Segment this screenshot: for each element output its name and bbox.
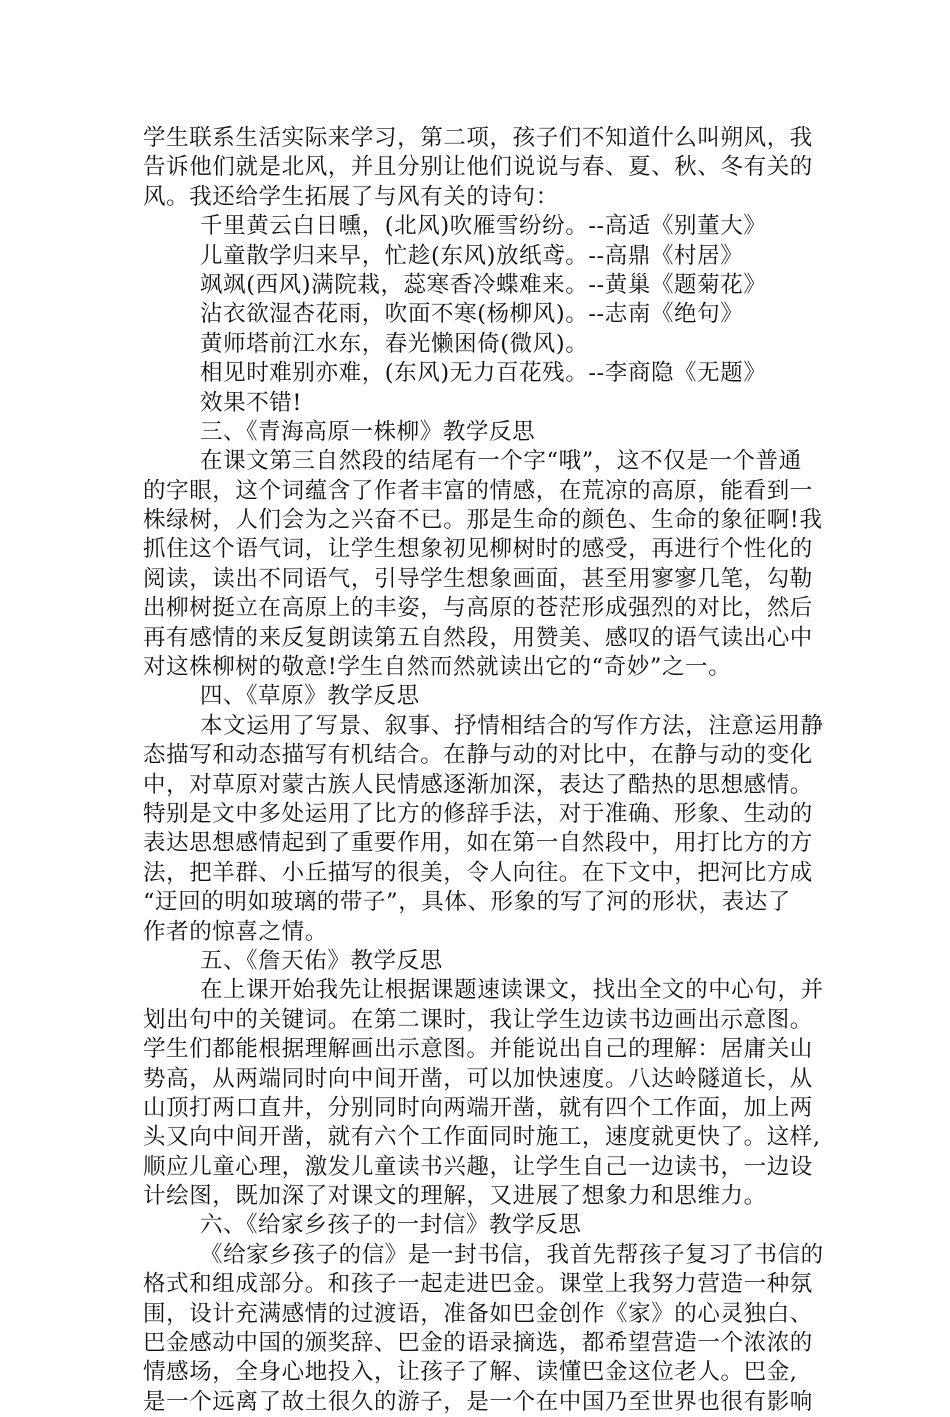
text-line: 山顶打两口直井，分别同时向两端开凿，就有四个工作面，加上两	[143, 1094, 813, 1121]
text-line: 头又向中间开凿，就有六个工作面同时施工，速度就更快了。这样,	[143, 1124, 821, 1151]
text-line: 千里黄云白日曛，(北风)吹雁雪纷纷。--高适《别董大》	[200, 213, 767, 240]
text-line: 是一个远离了故土很久的游子，是一个在中国乃至世界也很有影响	[143, 1388, 813, 1415]
text-line: 中，对草原对蒙古族人民情感逐渐加深，表达了酷热的思想感情。	[143, 771, 813, 798]
text-line: 学生联系生活实际来学习，第二项，孩子们不知道什么叫朔风，我	[143, 125, 813, 151]
text-line: 法，把羊群、小丘描写的很美，令人向往。在下文中，把河比方成	[143, 859, 813, 886]
text-line: 顺应儿童心理，激发儿童读书兴趣，让学生自己一边读书，一边设	[143, 1153, 813, 1180]
text-line: 特别是文中多处运用了比方的修辞手法，对于准确、形象、生动的	[143, 800, 813, 827]
text-line: 在课文第三自然段的结尾有一个字“哦”，这不仅是一个普通	[200, 448, 802, 475]
text-line: 情感场，全身心地投入，让孩子了解、读懂巴金这位老人。巴金,	[143, 1359, 798, 1386]
text-line: 对这株柳树的敬意!学生自然而然就读出它的“奇妙”之一。	[143, 654, 732, 681]
text-line: 六、《给家乡孩子的一封信》教学反思	[200, 1212, 582, 1239]
text-line: 《给家乡孩子的信》是一封书信，我首先帮孩子复习了书信的	[200, 1241, 824, 1268]
text-line: 本文运用了写景、叙事、抒情相结合的写作方法，注意运用静	[200, 712, 824, 739]
text-line: 株绿树，人们会为之兴奋不已。那是生命的颜色、生命的象征啊!我	[143, 507, 823, 534]
text-line: 格式和组成部分。和孩子一起走进巴金。课堂上我努力营造一种氛	[143, 1271, 813, 1298]
text-line: 势高，从两端同时向中间开凿，可以加快速度。八达岭隧道长，从	[143, 1065, 813, 1092]
text-line: 再有感情的来反复朗读第五自然段，用赞美、感叹的语气读出心中	[143, 624, 813, 651]
text-line: 沾衣欲湿杏花雨，吹面不寒(杨柳风)。--志南《绝句》	[200, 301, 744, 328]
text-line: 告诉他们就是北风，并且分别让他们说说与春、夏、秋、冬有关的	[143, 154, 813, 181]
text-line: 风。我还给学生拓展了与风有关的诗句：	[143, 183, 559, 210]
text-line: 作者的惊喜之情。	[143, 918, 328, 945]
text-line: 三、《青海高原一株柳》教学反思	[200, 418, 536, 445]
text-line: 儿童散学归来早，忙趁(东风)放纸鸢。--高鼎《村居》	[200, 242, 744, 269]
text-line: 相见时难别亦难，(东风)无力百花残。--李商隐《无题》	[200, 360, 767, 387]
text-line: 抓住这个语气词，让学生想象初见柳树时的感受，再进行个性化的	[143, 536, 813, 563]
text-line: 划出句中的关键词。在第二课时，我让学生边读书边画出示意图。	[143, 1006, 813, 1033]
text-line: 五、《詹天佑》教学反思	[200, 947, 443, 974]
document-body	[143, 124, 823, 1417]
text-line: 表达思想感情起到了重要作用，如在第一自然段中，用打比方的方	[143, 830, 813, 857]
text-line: 飒飒(西风)满院栽，蕊寒香冷蝶难来。--黄巢《题菊花》	[200, 271, 767, 298]
text-line: 围，设计充满感情的过渡语，准备如巴金创作《家》的心灵独白、	[143, 1300, 813, 1327]
text-line: 四、《草原》教学反思	[200, 683, 420, 710]
text-line: 学生们都能根据理解画出示意图。并能说出自己的理解：居庸关山	[143, 1036, 813, 1063]
text-line: 出柳树挺立在高原上的丰姿，与高原的苍茫形成强烈的对比，然后	[143, 595, 813, 622]
text-line: 的字眼，这个词蕴含了作者丰富的情感，在荒凉的高原，能看到一	[143, 477, 813, 504]
text-line: 效果不错!	[200, 389, 303, 416]
text-line: 在上课开始我先让根据课题速读课文，找出全文的中心句，并	[200, 977, 824, 1004]
text-line: “迂回的明如玻璃的带子”，具体、形象的写了河的形状，表达了	[143, 889, 791, 916]
text-line: 计绘图，既加深了对课文的理解，又进展了想象力和思维力。	[143, 1183, 767, 1210]
text-line: 阅读，读出不同语气，引导学生想象画面，甚至用寥寥几笔，勾勒	[143, 565, 813, 592]
text-line: 巴金感动中国的颁奖辞、巴金的语录摘选，都希望营造一个浓浓的	[143, 1330, 813, 1357]
text-line: 态描写和动态描写有机结合。在静与动的对比中，在静与动的变化	[143, 742, 813, 769]
text-line: 黄师塔前江水东，春光懒困倚(微风)。	[200, 330, 589, 357]
